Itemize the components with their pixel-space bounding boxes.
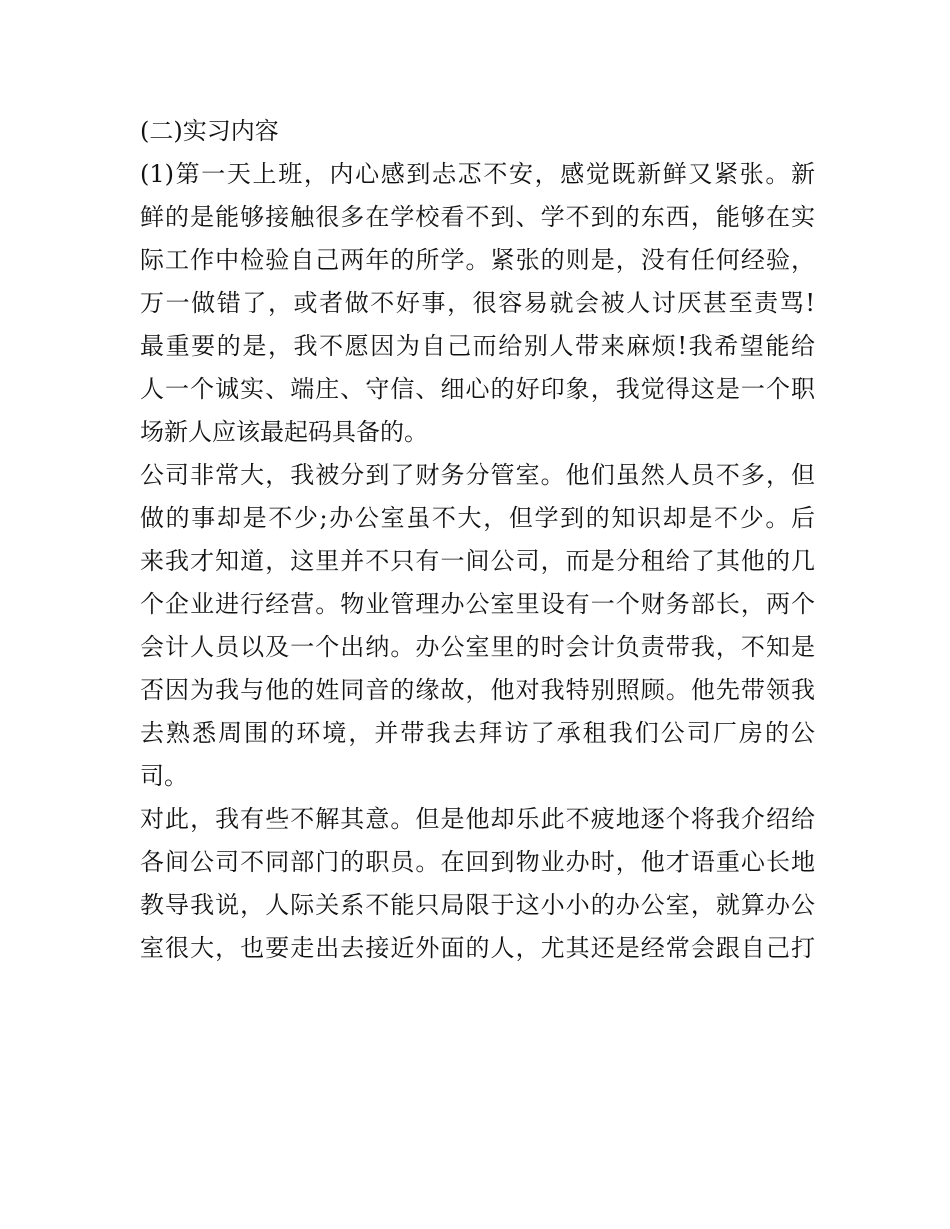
paragraph-2 [140,454,815,798]
paragraph-1 [140,153,815,454]
document-body [140,110,815,970]
text-line: 司。 [140,762,188,790]
text-line: 来我才知道，这里并不只有一间公司，而是分租给了其他的几 [140,547,815,575]
text-line: 各间公司不同部门的职员。在回到物业办时，他才语重心长地 [140,848,815,876]
text-line: 去熟悉周围的环境，并带我去拜访了承租我们公司厂房的公 [140,719,815,747]
text-line: 公司非常大，我被分到了财务分管室。他们虽然人员不多，但 [140,461,815,489]
text-line: 教导我说，人际关系不能只局限于这小小的办公室，就算办公 [140,891,815,919]
text-line: 做的事却是不少;办公室虽不大，但学到的知识却是不少。后 [140,504,815,532]
text-line: 人一个诚实、端庄、守信、细心的好印象，我觉得这是一个职 [140,375,815,403]
text-line: 个企业进行经营。物业管理办公室里设有一个财务部长，两个 [140,590,815,618]
text-line: 室很大，也要走出去接近外面的人，尤其还是经常会跟自己打 [140,934,815,962]
text-line: 会计人员以及一个出纳。办公室里的时会计负责带我，不知是 [140,633,815,661]
text-line: 最重要的是，我不愿因为自己而给别人带来麻烦!我希望能给 [140,332,815,360]
text-line: 场新人应该最起码具备的。 [140,418,428,446]
text-line: 鲜的是能够接触很多在学校看不到、学不到的东西，能够在实 [140,203,815,231]
text-line: 对此，我有些不解其意。但是他却乐此不疲地逐个将我介绍给 [140,805,815,833]
text-line: 际工作中检验自己两年的所学。紧张的则是，没有任何经验， [140,246,815,274]
text-line: 万一做错了，或者做不好事，很容易就会被人讨厌甚至责骂! [140,289,815,317]
paragraph-3 [140,798,815,970]
text-line: 否因为我与他的姓同音的缘故，他对我特别照顾。他先带领我 [140,676,815,704]
section-heading: (二)实习内容 [140,117,279,145]
text-line: (1)第一天上班，内心感到忐忑不安，感觉既新鲜又紧张。新 [140,160,815,188]
